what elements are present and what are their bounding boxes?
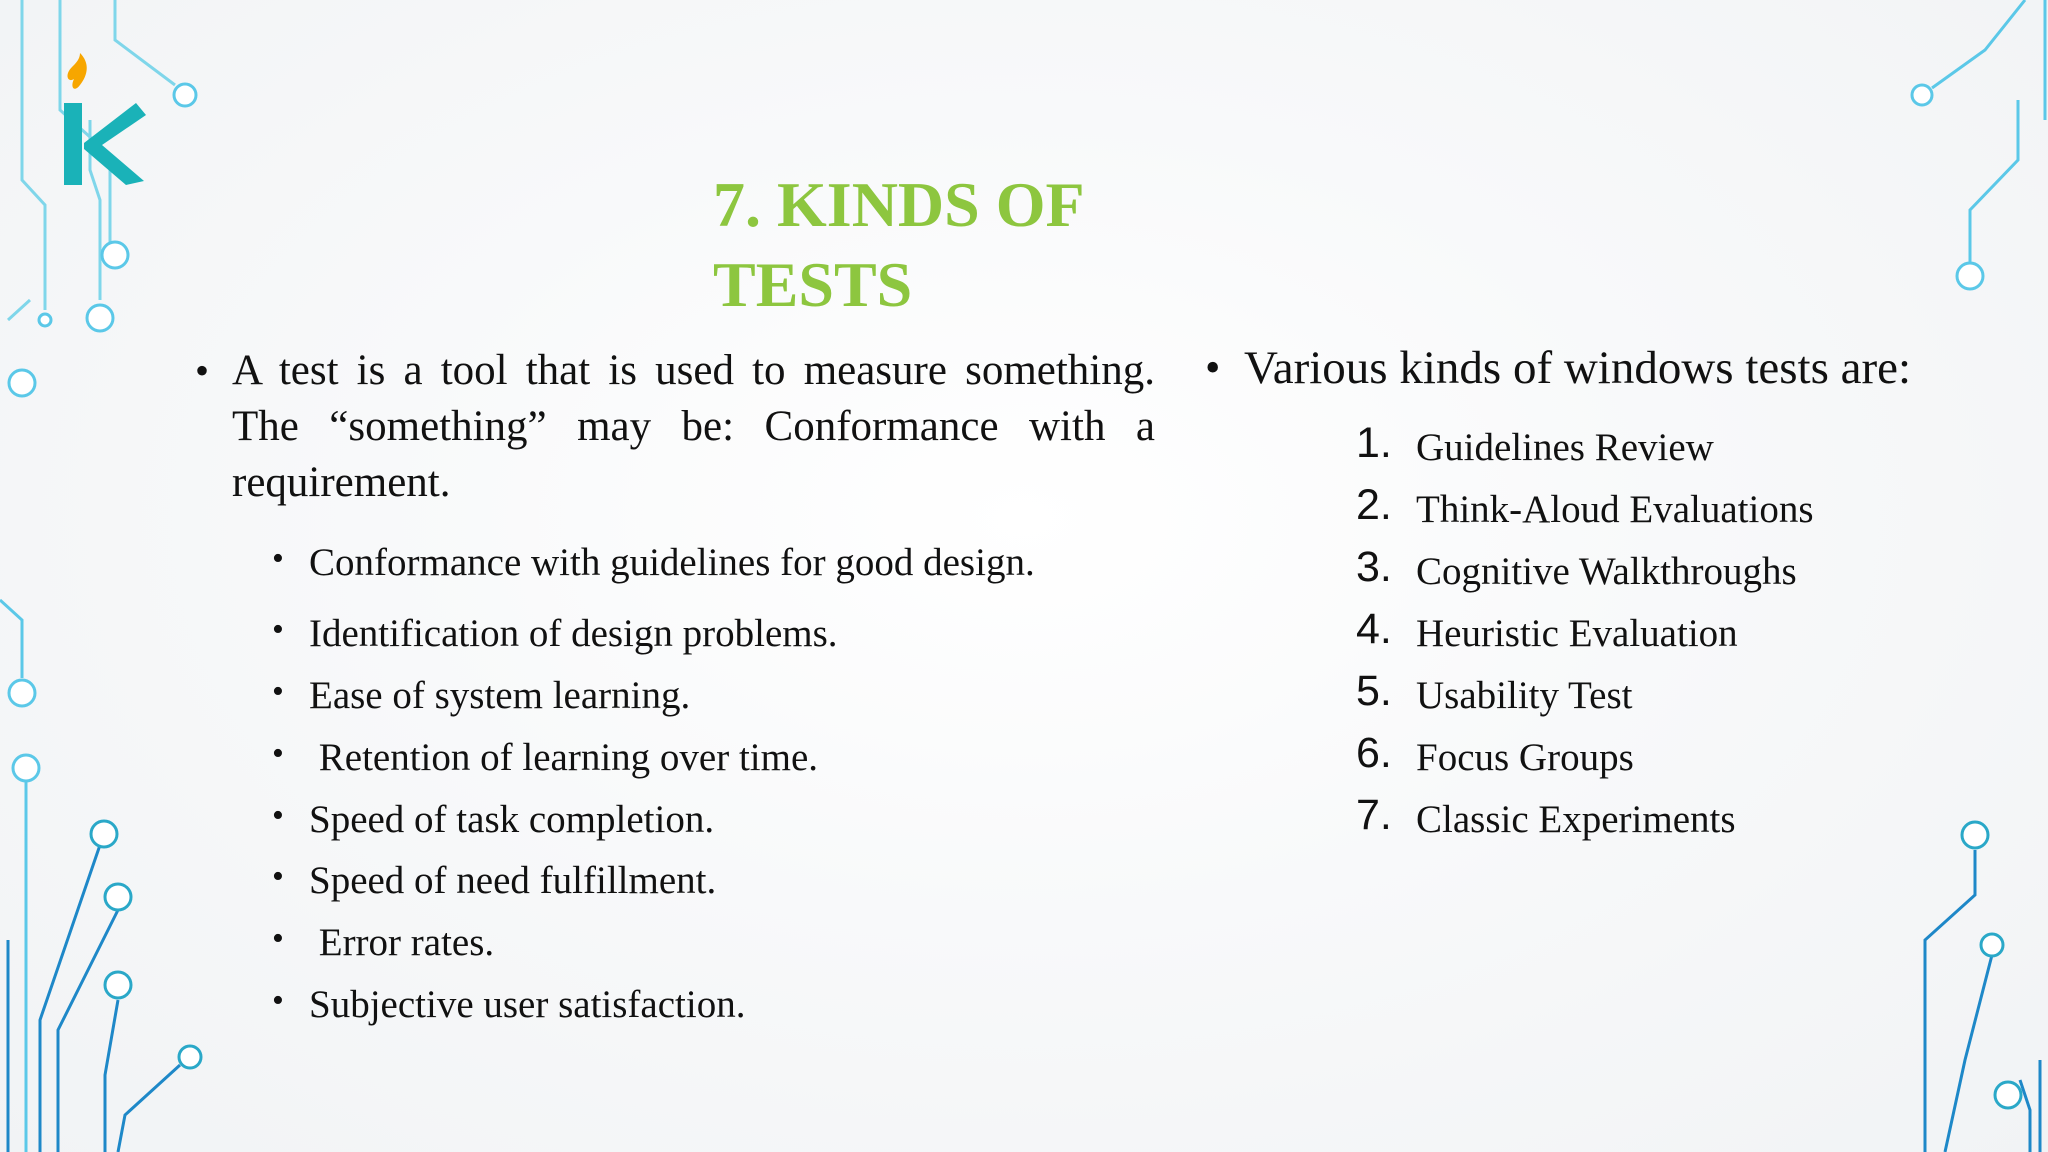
bullet-dot-icon: • bbox=[1205, 343, 1221, 392]
bullet-dot-icon: • bbox=[272, 920, 284, 957]
bullet-dot-icon: • bbox=[195, 348, 210, 393]
bullet-dot-icon: • bbox=[272, 797, 284, 834]
list-item-label: Cognitive Walkthroughs bbox=[1416, 550, 1797, 593]
right-main-bullet bbox=[1205, 340, 2005, 396]
left-main-bullet bbox=[195, 343, 1155, 511]
flame-icon bbox=[68, 53, 87, 89]
list-number: 7. bbox=[1356, 791, 1392, 839]
left-main-bullet-text: A test is a tool that is used to measure something. The “something” may be: Conformance with a requirement. bbox=[232, 347, 1155, 506]
bullet-dot-icon: • bbox=[272, 735, 284, 772]
list-item-label: Heuristic Evaluation bbox=[1416, 612, 1738, 655]
slide-title: 7. KINDS OF TESTS bbox=[713, 169, 1083, 320]
bullet-dot-icon: • bbox=[272, 540, 284, 577]
bullet-dot-icon: • bbox=[272, 982, 284, 1019]
list-number: 5. bbox=[1356, 667, 1392, 715]
list-number: 4. bbox=[1356, 605, 1392, 653]
list-number: 1. bbox=[1356, 419, 1392, 467]
k-logo bbox=[50, 45, 150, 195]
list-number: 2. bbox=[1356, 481, 1392, 529]
list-number: 3. bbox=[1356, 543, 1392, 591]
list-item-label: Think-Aloud Evaluations bbox=[1416, 488, 1814, 531]
bullet-dot-icon: • bbox=[272, 611, 284, 648]
bullet-dot-icon: • bbox=[272, 858, 284, 895]
right-main-bullet-text: Various kinds of windows tests are: bbox=[1244, 342, 1912, 394]
bullet-dot-icon: • bbox=[272, 673, 284, 710]
list-item-label: Guidelines Review bbox=[1416, 426, 1714, 469]
slide-canvas: 7. KINDS OF TESTS • A test is a tool that is used to measure something. The “something” may be: Conformance with a requirement. • Conformance with guidelines for good design. • Identification of design problems. • Ease of system learning. • Retention of learning over time. • Speed of task completion. • Speed of need fulfillment. • Error rates. • Subjective user satisfaction. • Various kinds of windows tests are: 1. Guidelines Review 2. Think-Aloud Evaluations 3. Cognitive Walkthroughs 4. Heuristic Evaluation 5. Usability Test 6. Focus Groups 7. Classic Experiments bbox=[0, 0, 2048, 1152]
list-item-label: Classic Experiments bbox=[1416, 798, 1736, 841]
list-number: 6. bbox=[1356, 729, 1392, 777]
list-item-label: Usability Test bbox=[1416, 674, 1633, 717]
list-item-label: Focus Groups bbox=[1416, 736, 1634, 779]
